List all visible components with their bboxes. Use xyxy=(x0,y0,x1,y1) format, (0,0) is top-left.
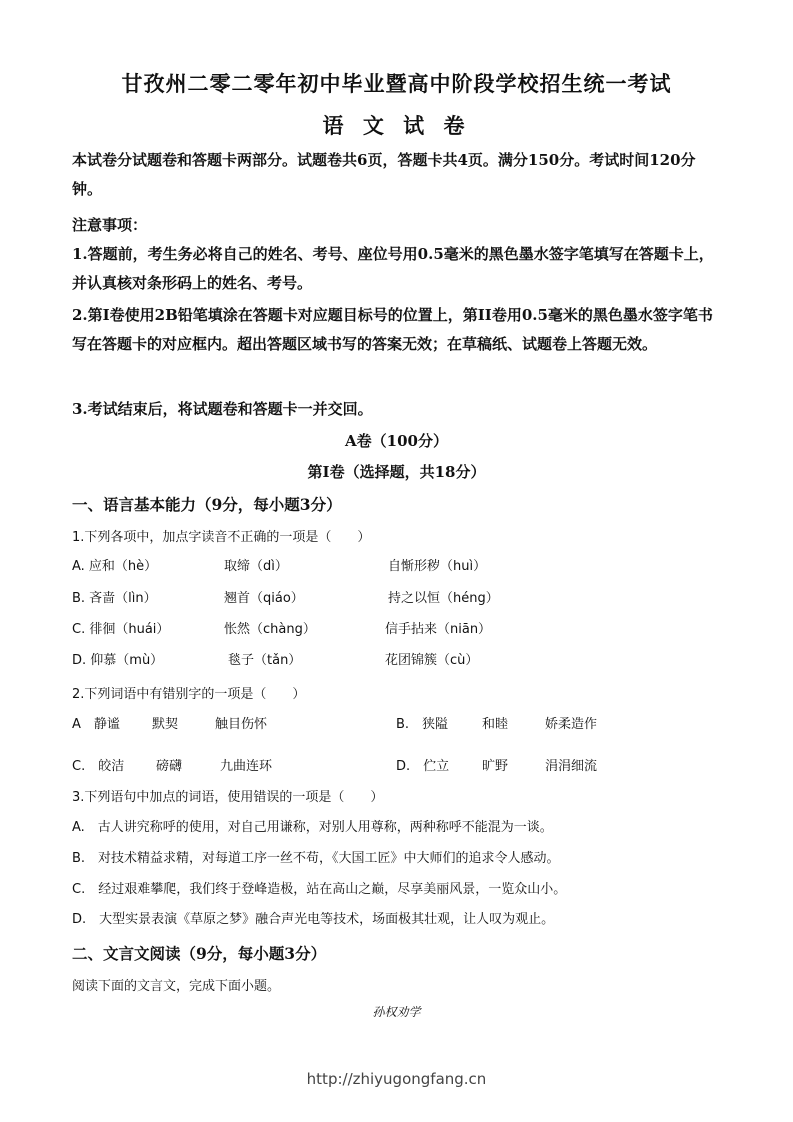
section-a-heading: A卷（100分） xyxy=(345,432,448,450)
q2-word: 娇柔造作 xyxy=(545,717,598,732)
q1-option-c: C. 徘徊（huái） xyxy=(72,622,170,637)
q2-option-c: C. 皎洁 xyxy=(72,759,125,774)
q1-option-b-word2: 翘首（qiáo） xyxy=(224,591,304,606)
q1-option-a: A. 应和（hè） xyxy=(72,559,158,574)
q2-word: 涓涓细流 xyxy=(545,759,598,774)
section2-instruction: 阅读下面的文言文，完成下面小题。 xyxy=(72,979,281,994)
q2-word: 九曲连环 xyxy=(220,759,273,774)
q2-option-b: B. 狭隘 xyxy=(396,717,449,732)
q1-option-a-word2: 取缔（dì） xyxy=(224,559,288,574)
notes-heading: 注意事项： xyxy=(72,216,148,234)
q2-word: 默契 xyxy=(152,717,179,732)
q1-option-d: D. 仰慕（mù） xyxy=(72,653,164,668)
note-item: 2.第Ⅰ卷使用2B铅笔填涂在答题卡对应题目标号的位置上，第II卷用0.5毫米的黑色墨水签字笔书写在答题卡的对应框内。超出答题区域书写的答案无效；在草稿纸、试题卷上答题无效。 xyxy=(72,306,713,353)
q1-option-a-word3: 自惭形秽（huì） xyxy=(388,559,487,574)
q3-option-b: B. 对技术精益求精，对每道工序一丝不苟，《大国工匠》中大师们的追求令人感动。 xyxy=(72,851,560,866)
footer-url: http://zhiyugongfang.cn xyxy=(306,1070,487,1088)
passage-title: 孙权劝学 xyxy=(372,1005,421,1019)
intro-paragraph: 本试卷分试题卷和答题卡两部分。试题卷共6页，答题卡共4页。满分150分。考试时间120分钟。 xyxy=(72,151,696,198)
question-3-stem: 3.下列语句中加点的词语，使用错误的一项是（ ） xyxy=(72,790,384,805)
q1-option-d-word2: 毯子（tǎn） xyxy=(228,653,302,668)
q2-word: 磅礴 xyxy=(156,759,183,774)
section2-heading: 二、文言文阅读（9分，每小题3分） xyxy=(72,944,327,963)
note-item: 1.答题前，考生务必将自己的姓名、考号、座位号用0.5毫米的黑色墨水签字笔填写在答题卡上，并认真核对条形码上的姓名、考号。 xyxy=(72,245,714,292)
part-one-heading: 第Ⅰ卷（选择题，共18分） xyxy=(307,463,486,481)
q2-option-a: A 静谧 xyxy=(72,717,120,732)
q3-option-d: D. 大型实景表演《草原之梦》融合声光电等技术，场面极其壮观，让人叹为观止。 xyxy=(72,912,555,927)
question-1-stem: 1.下列各项中，加点字读音不正确的一项是（ ） xyxy=(72,530,371,545)
q3-option-c: C. 经过艰难攀爬，我们终于登峰造极，站在高山之巅，尽享美丽风景，一览众山小。 xyxy=(72,882,567,897)
question-2-stem: 2.下列词语中有错别字的一项是（ ） xyxy=(72,687,306,702)
q1-option-b: B. 吝啬（lìn） xyxy=(72,591,157,606)
note-item: 3.考试结束后，将试题卷和答题卡一并交回。 xyxy=(72,400,373,418)
q1-option-c-word3: 信手拈来（niān） xyxy=(385,622,492,637)
q1-option-b-word3: 持之以恒（héng） xyxy=(388,591,499,606)
q1-option-d-word3: 花团锦簇（cù） xyxy=(385,653,479,668)
q2-word: 触目伤怀 xyxy=(215,717,268,732)
exam-subtitle: 语 文 试 卷 xyxy=(322,113,471,138)
q2-word: 旷野 xyxy=(482,759,509,774)
q3-option-a: A. 古人讲究称呼的使用，对自己用谦称，对别人用尊称，两种称呼不能混为一谈。 xyxy=(72,820,553,835)
q2-word: 和睦 xyxy=(482,717,509,732)
q2-option-d: D. 伫立 xyxy=(396,759,450,774)
section1-heading: 一、语言基本能力（9分，每小题3分） xyxy=(72,495,342,514)
q1-option-c-word2: 怅然（chàng） xyxy=(224,622,316,637)
exam-title: 甘孜州二零二零年初中毕业暨高中阶段学校招生统一考试 xyxy=(121,71,672,96)
